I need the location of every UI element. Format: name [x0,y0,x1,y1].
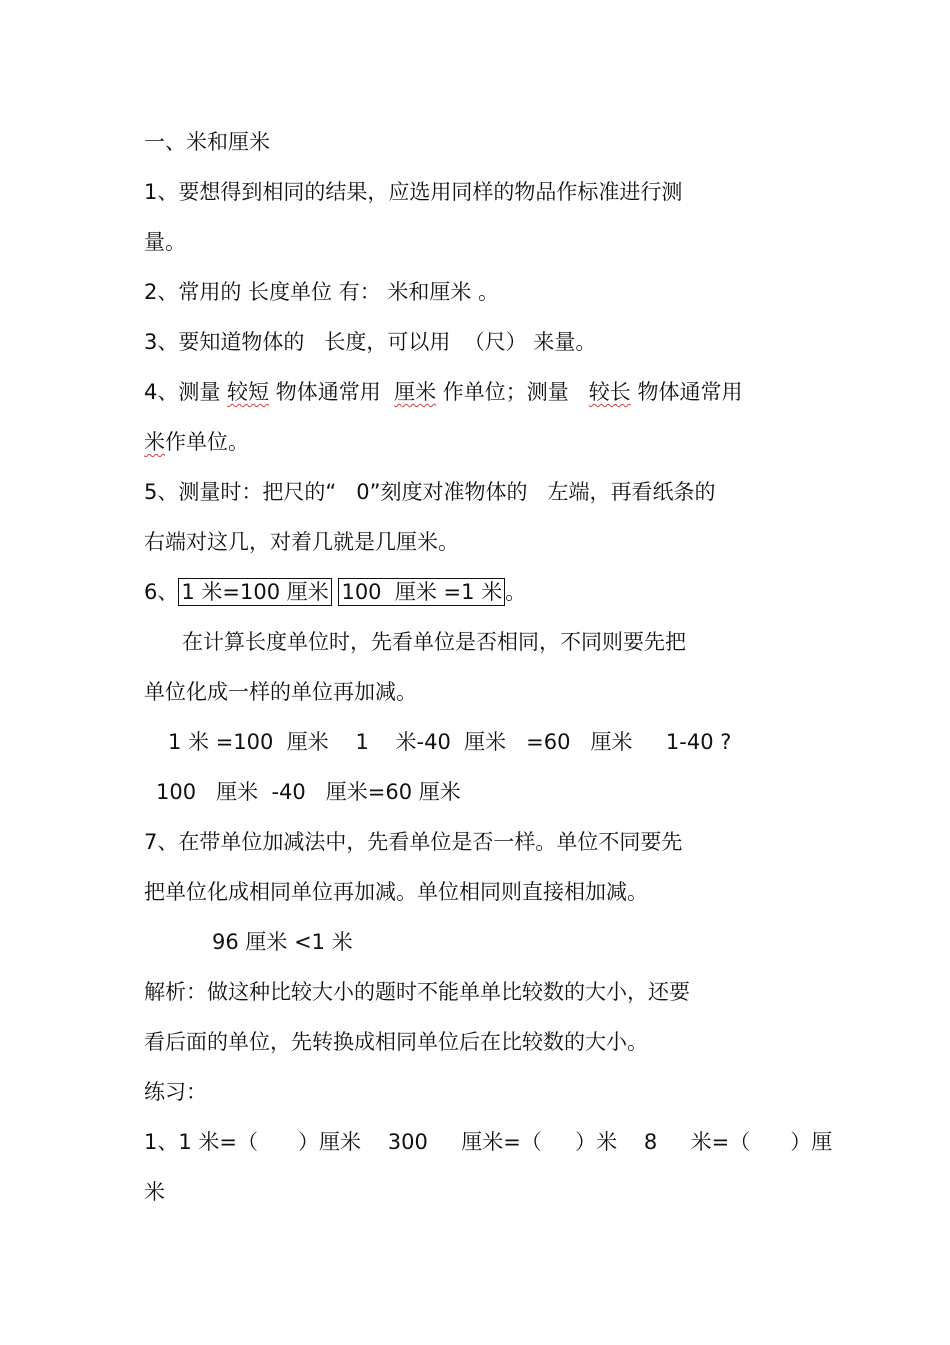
p4-line2-text: 作单位。 [165,430,249,454]
paragraph-6-note-line-1: 在计算长度单位时，先看单位是否相同，不同则要先把 [182,630,686,654]
paragraph-6-example-1: 1 米 =100 厘米 1 米-40 厘米 =60 厘米 1-40 ? [168,730,732,754]
exercise-1-line-1: 1、1 米=（ ）厘米 300 厘米=（ ）米 8 米=（ ）厘 [144,1130,833,1154]
paragraph-7-line-2: 把单位化成相同单位再加减。单位相同则直接相加减。 [144,880,648,904]
comparison-example: 96 厘米 <1 米 [212,930,353,954]
p4-text-mid2: 作单位；测量 [436,380,589,404]
analysis-line-2: 看后面的单位，先转换成相同单位后在比较数的大小。 [144,1030,648,1054]
exercise-heading: 练习： [144,1080,207,1104]
analysis-line-1: 解析：做这种比较大小的题时不能单单比较数的大小，还要 [144,980,690,1004]
paragraph-7-line-1: 7、在带单位加减法中，先看单位是否一样。单位不同要先 [144,830,683,854]
paragraph-1-line-2: 量。 [144,230,186,254]
paragraph-3: 3、要知道物体的 长度，可以用 （尺） 来量。 [144,330,597,354]
paragraph-6-line-1 [144,577,526,607]
paragraph-5-line-1: 5、测量时：把尺的“ 0”刻度对准物体的 左端，再看纸条的 [144,480,716,504]
paragraph-5-line-2: 右端对这几，对着几就是几厘米。 [144,530,459,554]
paragraph-2: 2、常用的 长度单位 有： 米和厘米 。 [144,280,500,304]
paragraph-4-line-2 [144,427,249,457]
p4-underlined-centimeter: 厘米 [394,380,437,404]
p4-text-pre: 4、测量 [144,380,228,404]
p4-underlined-longer: 较长 [588,380,631,404]
p6-boxed-formula-2: 100 厘米 =1 米 [338,578,505,606]
p6-number: 6、 [144,580,179,604]
p4-underlined-shorter: 较短 [227,380,270,404]
paragraph-1-line-1: 1、要想得到相同的结果，应选用同样的物品作标准进行测 [144,180,683,204]
exercise-1-line-2: 米 [144,1180,165,1204]
paragraph-4-line-1 [144,377,742,407]
paragraph-6-example-2: 100 厘米 -40 厘米=60 厘米 [156,780,461,804]
p4-text-mid1: 物体通常用 [269,380,395,404]
section-title: 一、米和厘米 [144,130,270,154]
p4-underlined-meter: 米 [144,430,165,454]
p6-period: 。 [505,580,527,604]
p6-boxed-formula-1: 1 米=100 厘米 [178,578,331,606]
paragraph-6-note-line-2: 单位化成一样的单位再加减。 [144,680,417,704]
p4-text-post: 物体通常用 [630,380,743,404]
